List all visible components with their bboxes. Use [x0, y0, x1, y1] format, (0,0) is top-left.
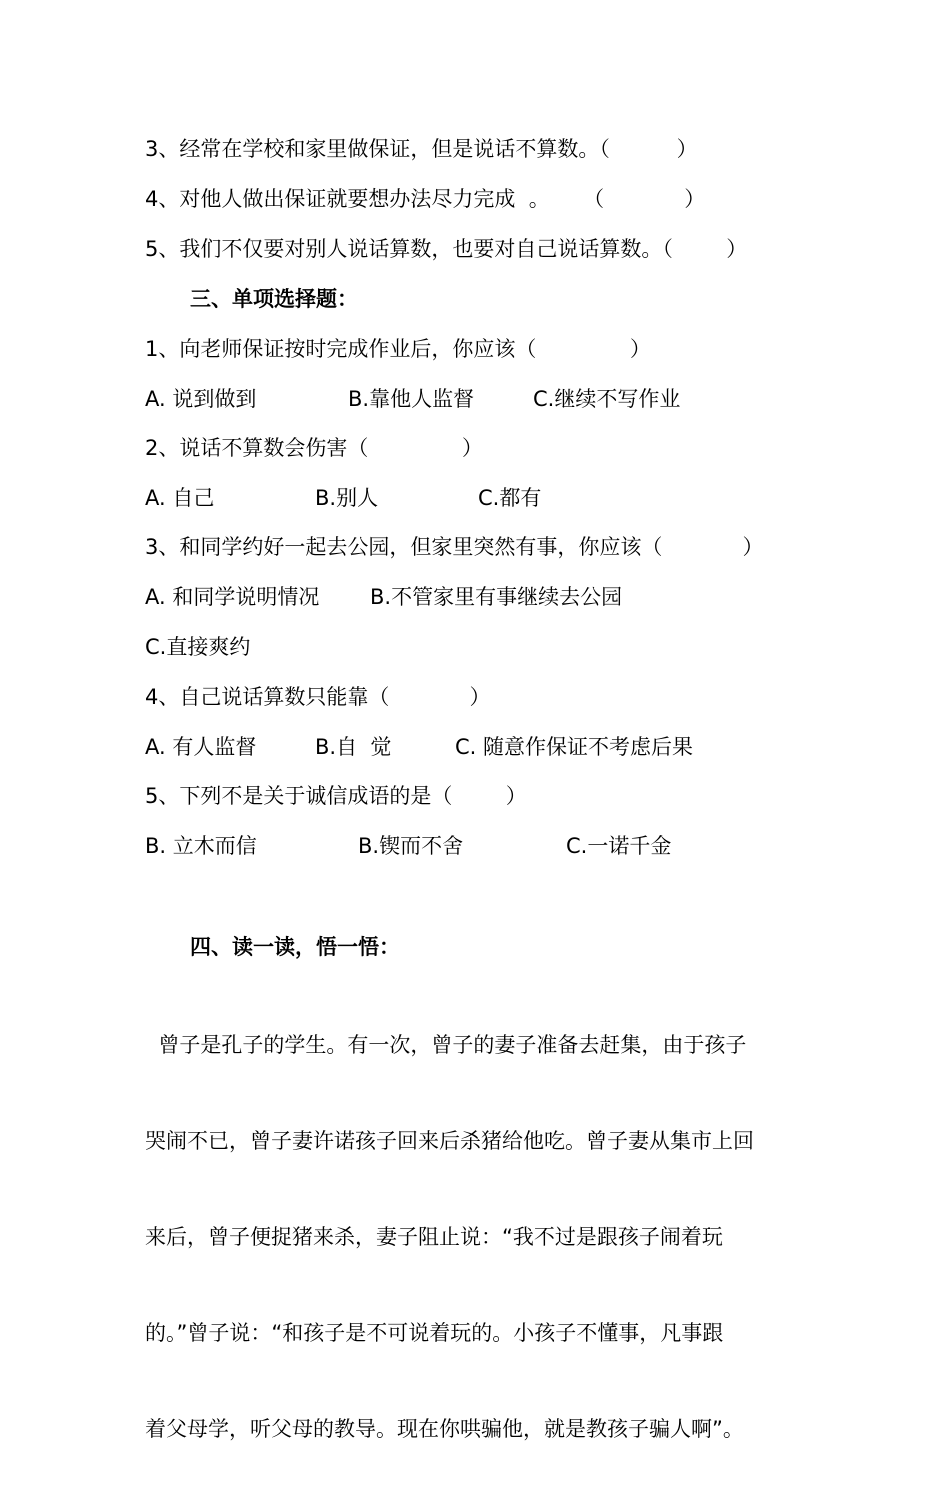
- q3-option-b: B.不管家里有事继续去公园: [370, 585, 623, 609]
- passage-line-4: 的。”曾子说：“和孩子是不可说着玩的。小孩子不懂事，凡事跟: [145, 1321, 724, 1345]
- passage-line-2: 哭闹不已，曾子妻许诺孩子回来后杀猪给他吃。曾子妻从集市上回: [145, 1129, 754, 1153]
- q3-option-c: C.直接爽约: [145, 635, 251, 659]
- q1-text: 1、向老师保证按时完成作业后，你应该（ ）: [145, 337, 651, 361]
- passage-line-3: 来后，曾子便捉猪来杀，妻子阻止说：“我不过是跟孩子闹着玩: [145, 1225, 723, 1249]
- q1-option-b: B.靠他人监督: [348, 387, 475, 411]
- q5-option-b: B.锲而不舍: [358, 834, 464, 858]
- q1-option-c: C.继续不写作业: [533, 387, 681, 411]
- q3-text: 3、和同学约好一起去公园，但家里突然有事，你应该（ ）: [145, 535, 764, 559]
- item-5: 5、我们不仅要对别人说话算数，也要对自己说话算数。（ ）: [145, 237, 748, 261]
- q3-option-a: A. 和同学说明情况: [145, 585, 320, 609]
- q5-option-a: B. 立木而信: [145, 834, 257, 858]
- q4-option-a: A. 有人监督: [145, 735, 257, 759]
- q2-option-a: A. 自己: [145, 486, 215, 510]
- q2-text: 2、说话不算数会伤害（ ）: [145, 436, 483, 460]
- passage-line-5: 着父母学，听父母的教导。现在你哄骗他，就是教孩子骗人啊”。: [145, 1417, 744, 1441]
- q2-option-b: B.别人: [315, 486, 379, 510]
- item-3: 3、经常在学校和家里做保证，但是说话不算数。（ ）: [145, 137, 698, 161]
- q4-text: 4、自己说话算数只能靠（ ）: [145, 685, 491, 709]
- reading-passage: [145, 982, 807, 1486]
- item-4: 4、对他人做出保证就要想办法尽力完成 。 （ ）: [145, 187, 706, 211]
- q5-text: 5、下列不是关于诚信成语的是（ ）: [145, 784, 527, 808]
- q4-option-c: C. 随意作保证不考虑后果: [455, 735, 694, 759]
- q4-option-b: B.自 觉: [315, 735, 392, 759]
- q5-option-c: C.一诺千金: [566, 834, 672, 858]
- passage-line-1: 曾子是孔子的学生。有一次，曾子的妻子准备去赶集，由于孩子: [145, 1033, 747, 1057]
- q2-option-c: C.都有: [478, 486, 542, 510]
- section4-heading: 四、读一读，悟一悟：: [190, 935, 400, 959]
- q1-option-a: A. 说到做到: [145, 387, 257, 411]
- section3-heading: 三、单项选择题：: [190, 287, 358, 311]
